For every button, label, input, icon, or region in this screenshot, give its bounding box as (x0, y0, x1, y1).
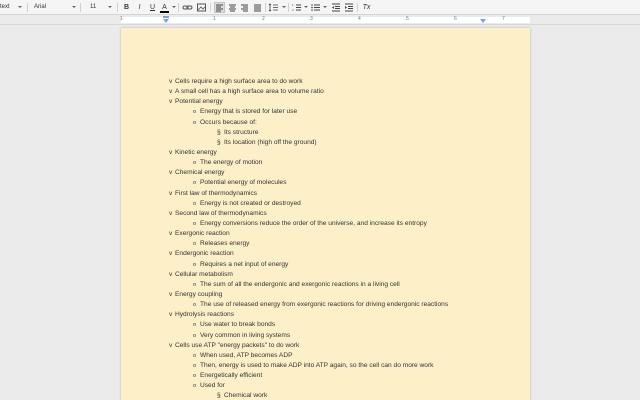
list-item-text: Occurs because of: (200, 118, 257, 126)
list-item[interactable] (169, 87, 524, 97)
bullet-marker: o (193, 200, 197, 207)
list-item-text: Hydrolysis reactions (175, 311, 234, 319)
bullet-marker: o (193, 109, 197, 116)
list-item-text: Chemical energy (175, 169, 225, 177)
list-item[interactable] (169, 381, 524, 391)
list-item[interactable] (169, 280, 524, 290)
italic-button[interactable]: I (138, 4, 141, 11)
formatting-toolbar (0, 0, 640, 15)
chevron-down-icon (323, 6, 327, 8)
font-family-dropdown[interactable]: Arial (34, 4, 47, 10)
toolbar-divider (210, 3, 211, 12)
clear-formatting-icon[interactable]: Tx (362, 4, 371, 11)
bullet-marker: o (193, 241, 197, 248)
list-item[interactable] (169, 361, 524, 371)
list-item[interactable] (169, 320, 524, 330)
bullet-marker: v (169, 250, 173, 258)
toolbar-divider (357, 3, 358, 12)
line-spacing-icon[interactable] (268, 2, 279, 13)
document-page[interactable] (121, 28, 530, 400)
bullet-marker: v (169, 230, 173, 238)
align-center-icon[interactable] (227, 2, 238, 13)
bullet-marker: v (169, 341, 173, 349)
list-item-text: Energy is not created or destroyed (200, 199, 301, 207)
bullet-marker: o (193, 352, 197, 359)
list-item[interactable] (169, 107, 524, 117)
list-item-text: Very common in living systems (200, 331, 291, 339)
list-item[interactable] (169, 178, 524, 188)
list-item[interactable] (169, 249, 524, 259)
svg-text:1: 1 (292, 3, 294, 7)
bullet-marker: v (169, 148, 173, 156)
ruler-number: 4 (358, 16, 361, 22)
bullet-marker: o (193, 332, 197, 339)
chevron-down-icon (108, 6, 112, 8)
list-item-text: Requires a net input of energy (200, 260, 289, 268)
bullet-marker: o (193, 373, 197, 380)
left-indent-handle[interactable] (163, 19, 169, 23)
ruler-track (121, 17, 530, 23)
list-item-text: Then, energy is used to make ADP into ATP again, so the cell can do more work (200, 361, 434, 369)
increase-indent-icon[interactable] (343, 2, 354, 13)
bullet-marker: o (193, 322, 197, 329)
list-item-text: Cells use ATP "energy packets" to do work (175, 341, 300, 349)
bullet-marker: v (169, 88, 173, 96)
paragraph-style-dropdown[interactable]: text (0, 4, 10, 10)
bullet-marker: v (169, 270, 173, 278)
list-item[interactable] (169, 148, 524, 158)
list-item-text: Its structure (224, 128, 259, 136)
toolbar-divider (265, 3, 266, 12)
bullet-marker: o (193, 261, 197, 268)
text-color-swatch (160, 11, 169, 13)
list-item-text: The energy of motion (200, 159, 263, 167)
toolbar-divider (117, 3, 118, 12)
align-left-icon[interactable] (214, 2, 225, 13)
bullet-marker: v (169, 78, 173, 85)
list-item-text: Cells require a high surface area to do work (175, 78, 303, 85)
list-item-text: Exergonic reaction (175, 230, 230, 238)
list-item[interactable] (169, 168, 524, 178)
list-item[interactable] (169, 270, 524, 280)
bullet-marker: o (193, 119, 197, 126)
list-item-text: Energy that is stored for later use (200, 108, 298, 116)
list-item[interactable] (169, 310, 524, 320)
list-item[interactable] (169, 341, 524, 351)
underline-button[interactable]: U (149, 4, 156, 11)
ruler-number: 3 (310, 16, 313, 22)
bullet-marker: o (193, 362, 197, 369)
list-item-text: Kinetic energy (175, 148, 217, 156)
text-color-button[interactable] (159, 2, 170, 13)
insert-image-icon[interactable] (196, 2, 207, 13)
chevron-down-icon (304, 6, 308, 8)
bullet-marker: o (193, 383, 197, 390)
bullet-marker: v (169, 189, 173, 197)
font-size-dropdown[interactable]: 11 (90, 4, 97, 10)
list-item-text: Releases energy (200, 240, 250, 248)
list-item-text: The use of released energy from exergonic reactions for driving endergonic reactions (200, 301, 449, 309)
bullet-marker: v (169, 98, 173, 106)
svg-text:2: 2 (292, 8, 294, 12)
list-item[interactable] (169, 229, 524, 239)
list-item-text: The sum of all the endergonic and exergonic reactions in a living cell (200, 280, 400, 288)
bullet-marker: o (193, 281, 197, 288)
list-item[interactable] (169, 189, 524, 199)
document-body[interactable] (169, 77, 524, 400)
bullet-marker: o (193, 302, 197, 309)
list-item[interactable] (169, 209, 524, 219)
ruler-number: 2 (262, 16, 265, 22)
list-item-text: First law of thermodynamics (175, 189, 258, 197)
bullet-marker: v (169, 209, 173, 217)
list-item[interactable] (169, 331, 524, 341)
list-item[interactable] (169, 128, 524, 138)
align-justify-icon[interactable] (252, 2, 263, 13)
bullet-marker: v (169, 311, 173, 319)
list-item-text: When used, ATP becomes ADP (200, 351, 293, 359)
list-item[interactable] (169, 290, 524, 300)
list-item[interactable] (169, 260, 524, 270)
list-item[interactable] (169, 118, 524, 128)
bullet-marker: v (169, 169, 173, 177)
ruler (0, 15, 640, 25)
ruler-number: 5 (406, 16, 409, 22)
list-item-text: Use water to break bonds (200, 321, 276, 329)
bullet-marker: § (217, 392, 221, 400)
bullet-marker: o (193, 180, 197, 187)
list-item-text: Potential energy (175, 98, 223, 106)
list-item-text: Used for (200, 382, 225, 390)
toolbar-divider (80, 3, 81, 12)
align-right-icon[interactable] (239, 2, 250, 13)
list-item-text: Second law of thermodynamics (175, 209, 267, 217)
right-indent-handle[interactable] (480, 19, 486, 23)
bulleted-list-icon[interactable] (310, 2, 321, 13)
text-color-label: A (162, 4, 167, 11)
list-item-text: Energetically efficient (200, 372, 263, 380)
ruler-number: 1 (120, 16, 123, 22)
list-item-text: Potential energy of molecules (200, 179, 287, 187)
list-item[interactable] (169, 239, 524, 249)
list-item-text: Endergonic reaction (175, 250, 234, 258)
list-item[interactable] (169, 77, 524, 87)
list-item[interactable] (169, 391, 524, 400)
list-item[interactable] (169, 300, 524, 310)
list-item-text: Energy coupling (175, 290, 223, 298)
list-item[interactable] (169, 371, 524, 381)
chevron-down-icon (282, 6, 286, 8)
bullet-marker: o (193, 160, 197, 167)
list-item[interactable] (169, 138, 524, 148)
ruler-number: 7 (502, 16, 505, 22)
bullet-marker: § (217, 128, 221, 136)
decrease-indent-icon[interactable] (330, 2, 341, 13)
ruler-number: 1 (213, 16, 216, 22)
list-item[interactable] (169, 351, 524, 361)
bullet-marker: § (217, 138, 221, 146)
bullet-marker: v (169, 290, 173, 298)
toolbar-divider (27, 3, 28, 12)
toolbar-divider (178, 3, 179, 12)
list-item-text: Its location (high off the ground) (224, 138, 317, 146)
bullet-marker: o (193, 220, 197, 227)
list-item[interactable] (169, 199, 524, 209)
ruler-number: 6 (454, 16, 457, 22)
first-line-indent-handle[interactable] (163, 16, 169, 18)
list-item[interactable] (169, 158, 524, 168)
numbered-list-icon[interactable] (291, 2, 302, 13)
bold-button[interactable]: B (123, 4, 130, 11)
list-item[interactable] (169, 219, 524, 229)
list-item[interactable] (169, 97, 524, 107)
list-item-text: Energy conversions reduce the order of the universe, and increase its entropy (200, 219, 427, 227)
chevron-down-icon (172, 6, 176, 8)
list-item-text: A small cell has a high surface area to volume ratio (175, 88, 324, 96)
chevron-down-icon (18, 6, 22, 8)
toolbar-divider (288, 3, 289, 12)
link-icon[interactable] (182, 2, 193, 13)
list-item-text: Cellular metabolism (175, 270, 233, 278)
chevron-down-icon (72, 6, 76, 8)
list-item-text: Chemical work (224, 392, 268, 400)
